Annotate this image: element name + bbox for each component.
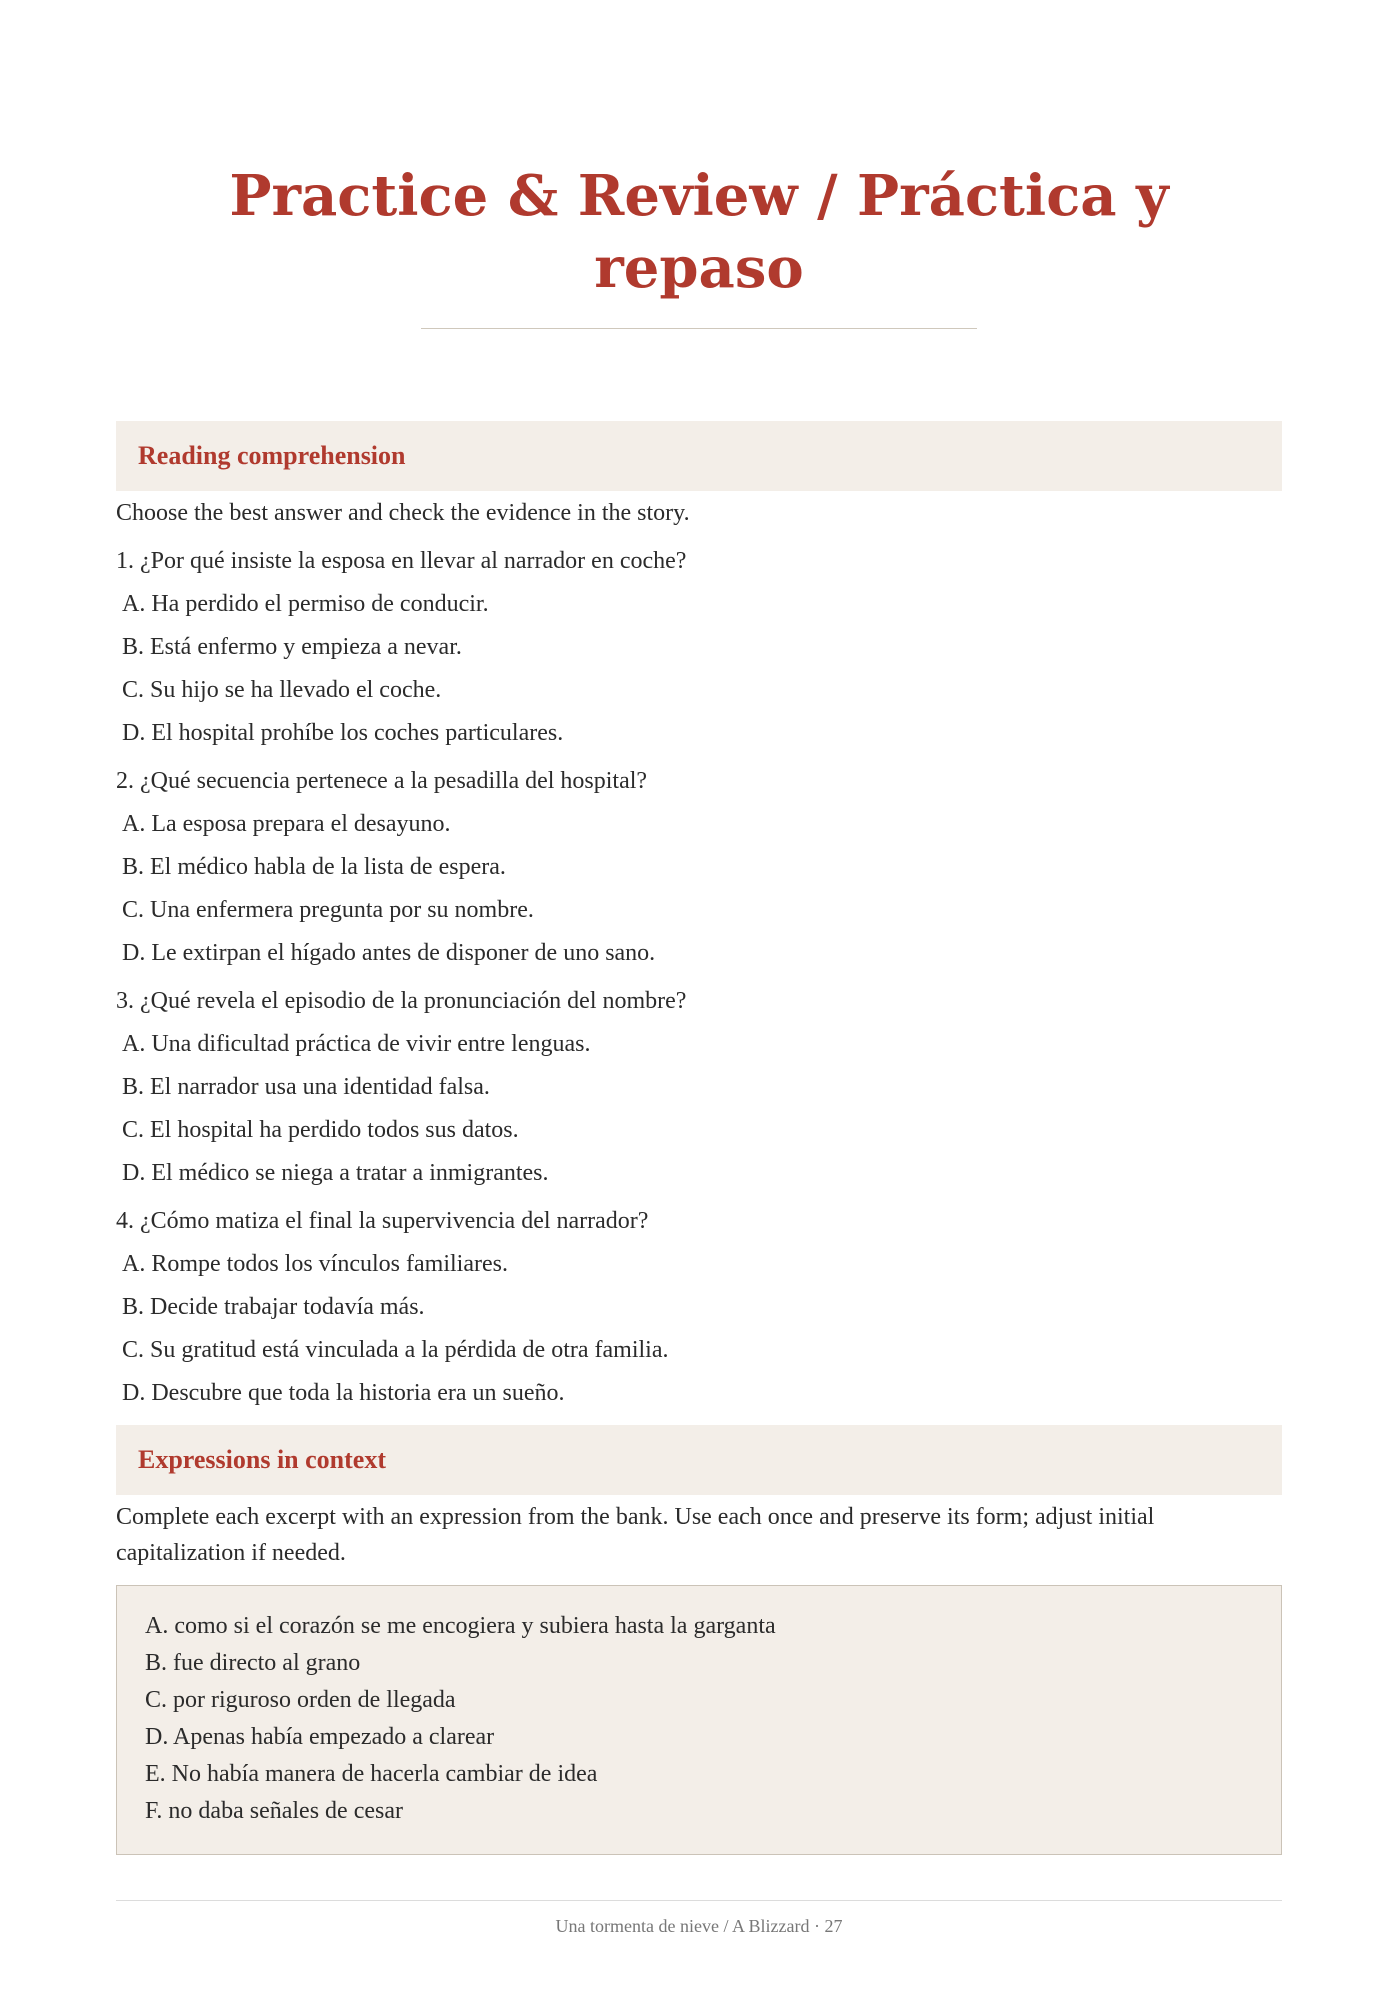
question-text: 1. ¿Por qué insiste la esposa en llevar al narrador en coche? <box>116 548 687 574</box>
answer-option: A. Ha perdido el permiso de conducir. <box>122 591 489 617</box>
answer-option: B. Está enfermo y empieza a nevar. <box>122 634 462 660</box>
answer-option: B. El narrador usa una identidad falsa. <box>122 1074 490 1100</box>
answer-option: C. Una enfermera pregunta por su nombre. <box>122 897 534 923</box>
answer-option: D. Descubre que toda la historia era un sueño. <box>122 1380 565 1406</box>
reading-instructions: Choose the best answer and check the evidence in the story. <box>116 500 690 526</box>
answer-option: C. Su hijo se ha llevado el coche. <box>122 677 442 703</box>
answer-option: B. Decide trabajar todavía más. <box>122 1294 425 1320</box>
answer-option: A. Una dificultad práctica de vivir entre lenguas. <box>122 1031 591 1057</box>
footer-divider <box>116 1900 1282 1901</box>
page-title: Practice & Review / Práctica y repaso <box>229 163 1169 301</box>
page-footer: Una tormenta de nieve / A Blizzard · 27 <box>555 1916 843 1936</box>
bank-item: A. como si el corazón se me encogiera y subiera hasta la garganta <box>145 1613 776 1639</box>
section-heading-reading: Reading comprehension <box>116 421 1282 491</box>
bank-item: B. fue directo al grano <box>145 1650 361 1676</box>
page-content <box>116 0 1282 1855</box>
answer-option: D. El médico se niega a tratar a inmigrantes. <box>122 1160 549 1186</box>
answer-option: B. El médico habla de la lista de espera. <box>122 854 506 880</box>
expressions-instructions: Complete each excerpt with an expression from the bank. Use each once and preserve its form; adjust initial capitalization if needed. <box>116 1504 1155 1566</box>
question-text: 2. ¿Qué secuencia pertenece a la pesadilla del hospital? <box>116 768 648 794</box>
answer-option: D. El hospital prohíbe los coches particulares. <box>122 720 564 746</box>
answer-option: A. Rompe todos los vínculos familiares. <box>122 1251 508 1277</box>
question-1 <box>116 543 1282 751</box>
question-text: 4. ¿Cómo matiza el final la supervivencia del narrador? <box>116 1208 649 1234</box>
bank-item: F. no daba señales de cesar <box>145 1798 403 1824</box>
question-text: 3. ¿Qué revela el episodio de la pronunciación del nombre? <box>116 988 687 1014</box>
answer-option: D. Le extirpan el hígado antes de disponer de uno sano. <box>122 940 656 966</box>
question-3 <box>116 983 1282 1191</box>
bank-item: C. por riguroso orden de llegada <box>145 1687 456 1713</box>
bank-item: D. Apenas había empezado a clarear <box>145 1724 495 1750</box>
title-divider <box>421 328 977 329</box>
question-2 <box>116 763 1282 971</box>
question-4 <box>116 1203 1282 1411</box>
section-heading-expressions: Expressions in context <box>116 1425 1282 1495</box>
answer-option: C. Su gratitud está vinculada a la pérdida de otra familia. <box>122 1337 669 1363</box>
answer-option: A. La esposa prepara el desayuno. <box>122 811 451 837</box>
expression-bank <box>116 1585 1282 1855</box>
answer-option: C. El hospital ha perdido todos sus datos. <box>122 1117 519 1143</box>
bank-item: E. No había manera de hacerla cambiar de idea <box>145 1761 598 1787</box>
